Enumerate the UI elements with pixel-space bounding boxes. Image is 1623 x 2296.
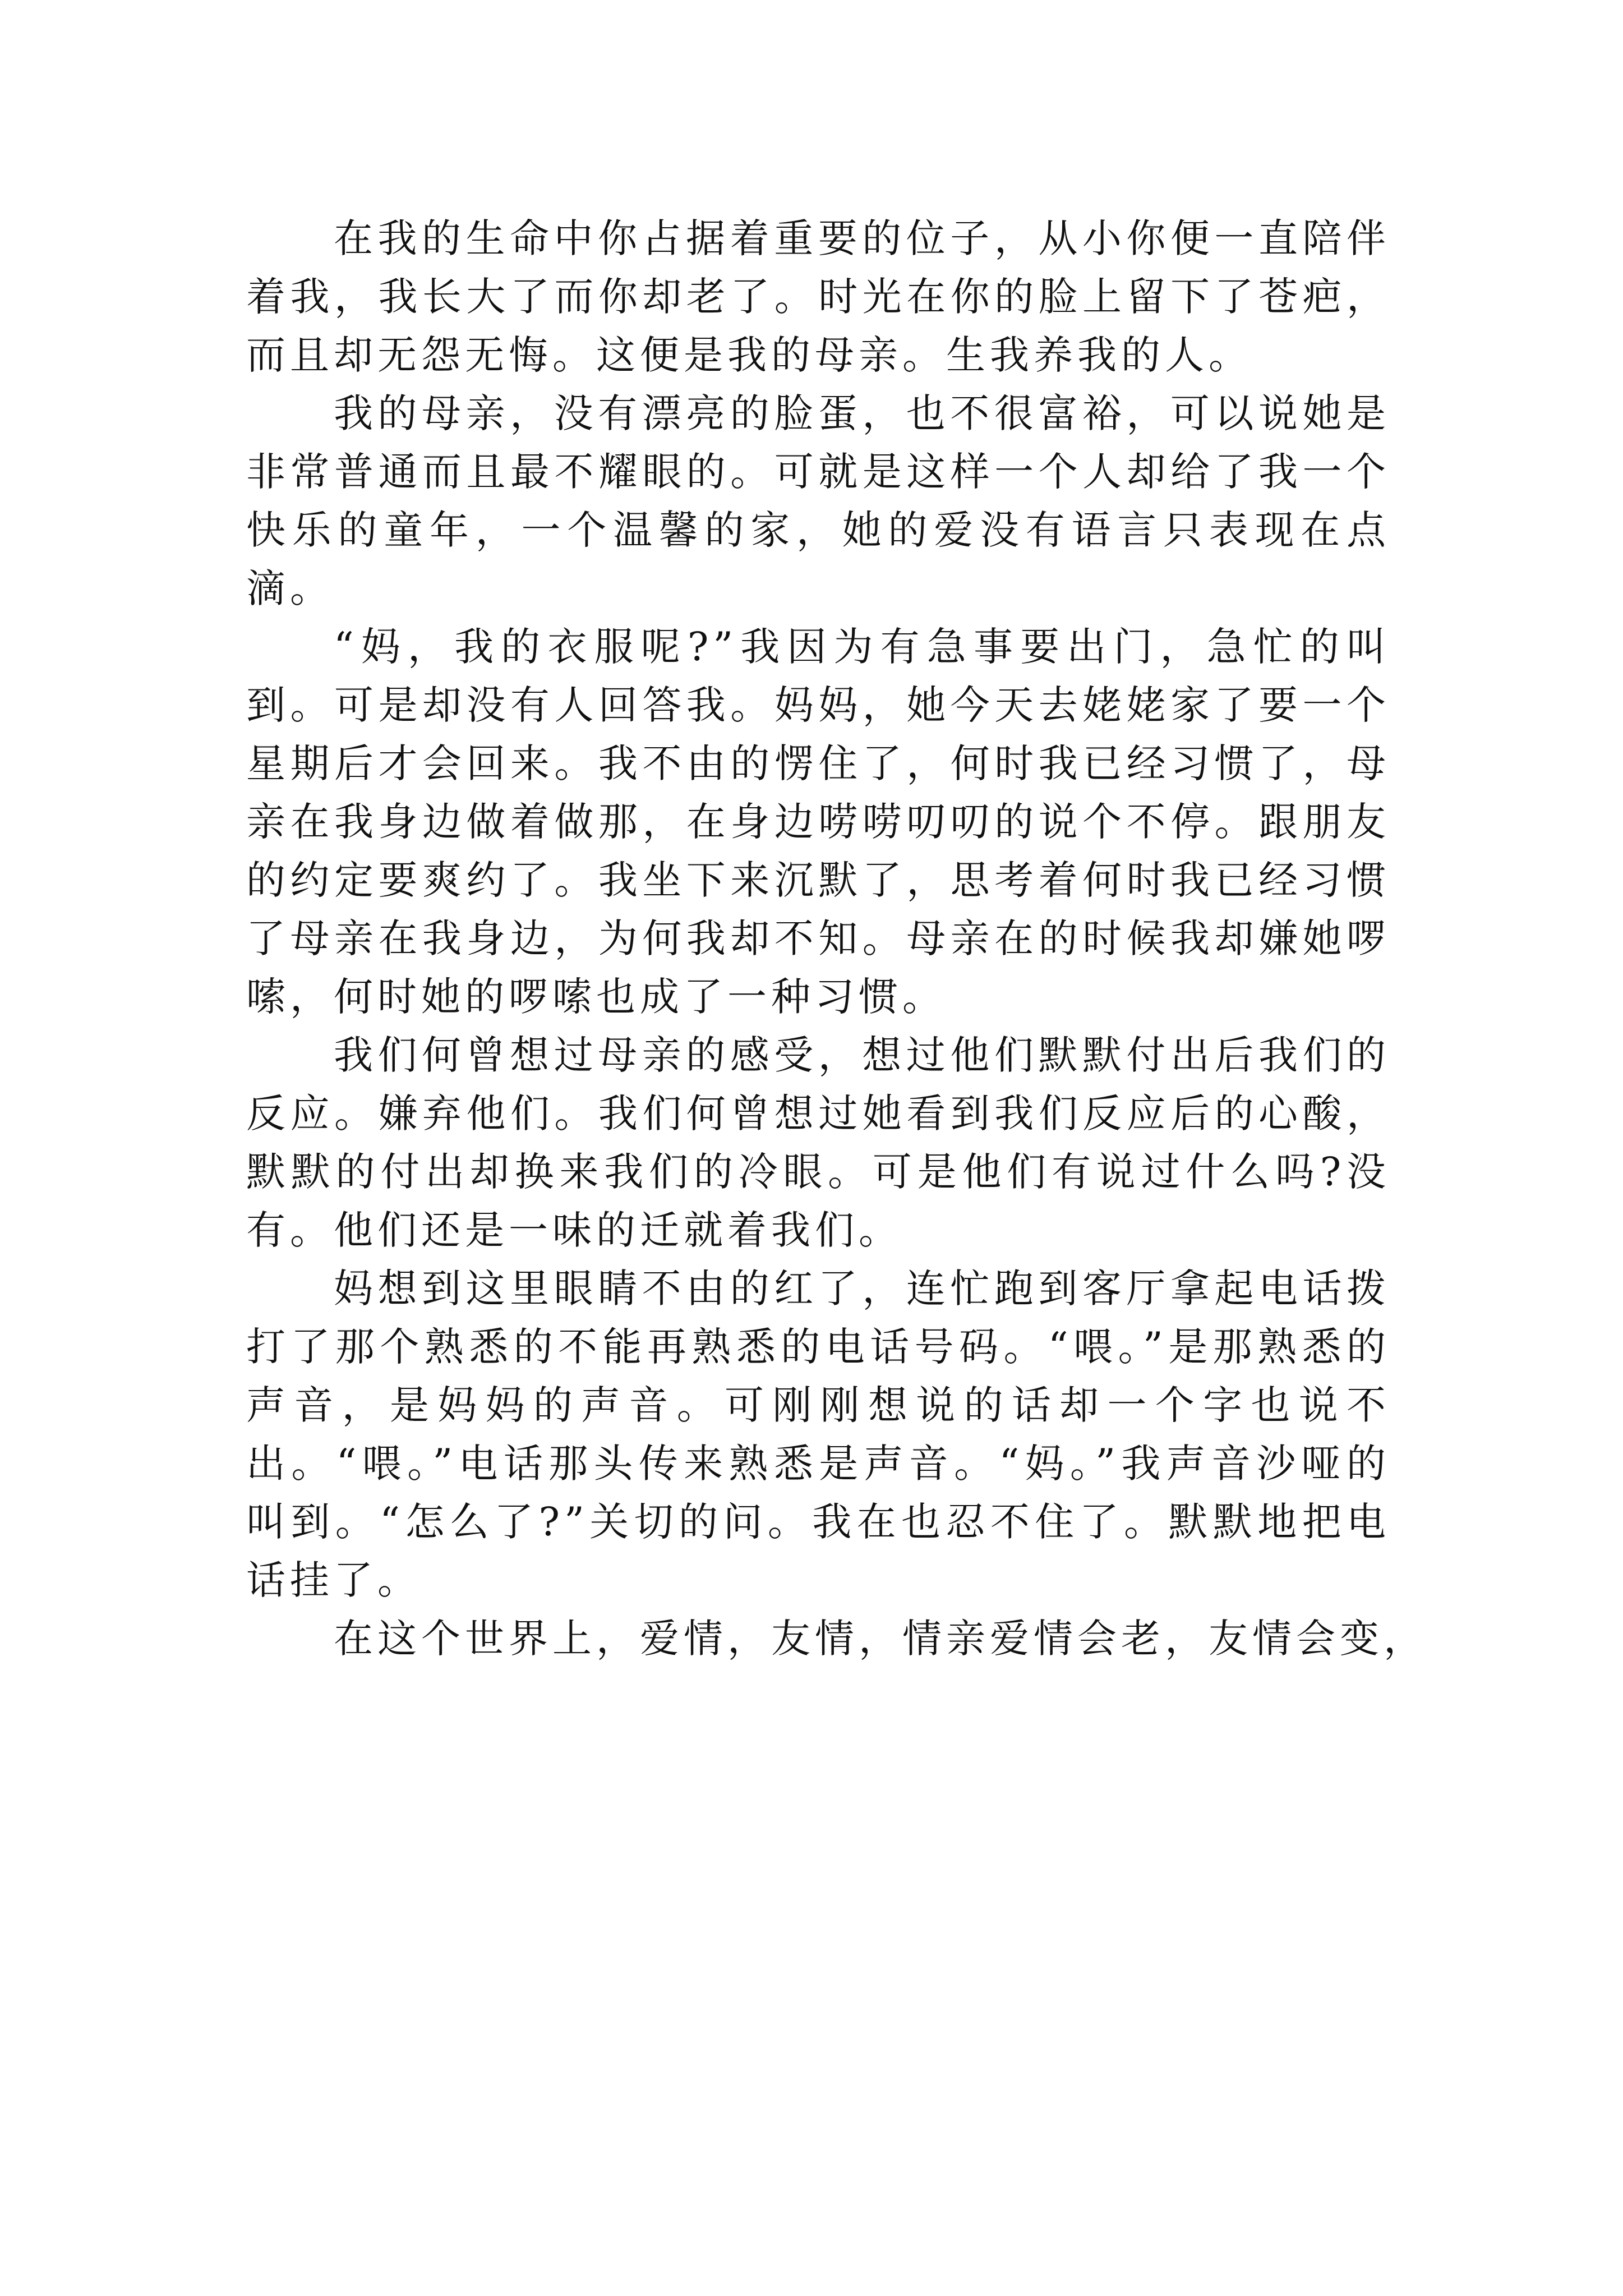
paragraph-5: 妈想到这里眼睛不由的红了，连忙跑到客厅拿起电话拨打了那个熟悉的不能再熟悉的电话号码。“喂。”是那熟悉的声音，是妈妈的声音。可刚刚想说的话却一个字也说不出。“喂。”电话那头传来熟悉是声音。“妈。”我声音沙哑的叫到。“怎么了?”关切的问。我在也忍不住了。默默地把电话挂了。 [246, 1266, 1390, 1603]
article-body [246, 209, 1427, 1668]
paragraph-1: 在我的生命中你占据着重要的位子，从小你便一直陪伴着我，我长大了而你却老了。时光在你的脸上留下了苍疤，而且却无怨无悔。这便是我的母亲。生我养我的人。 [246, 215, 1390, 378]
paragraph-3: “妈，我的衣服呢?”我因为有急事要出门，急忙的叫到。可是却没有人回答我。妈妈，她今天去姥姥家了要一个星期后才会回来。我不由的愣住了，何时我已经习惯了，母亲在我身边做着做那，在身边唠唠叨叨的说个不停。跟朋友的约定要爽约了。我坐下来沉默了，思考着何时我已经习惯了母亲在我身边，为何我却不知。母亲在的时候我却嫌她啰嗦，何时她的啰嗦也成了一种习惯。 [246, 624, 1390, 1020]
paragraph-6: 在这个世界上，爱情，友情，情亲爱情会老，友情会变， [334, 1616, 1427, 1662]
paragraph-4: 我们何曾想过母亲的感受，想过他们默默付出后我们的反应。嫌弃他们。我们何曾想过她看到我们反应后的心酸，默默的付出却换来我们的冷眼。可是他们有说过什么吗?没有。他们还是一味的迁就着我们。 [246, 1032, 1390, 1253]
paragraph-2: 我的母亲，没有漂亮的脸蛋，也不很富裕，可以说她是非常普通而且最不耀眼的。可就是这样一个人却给了我一个快乐的童年，一个温馨的家，她的爱没有语言只表现在点滴。 [246, 390, 1390, 611]
